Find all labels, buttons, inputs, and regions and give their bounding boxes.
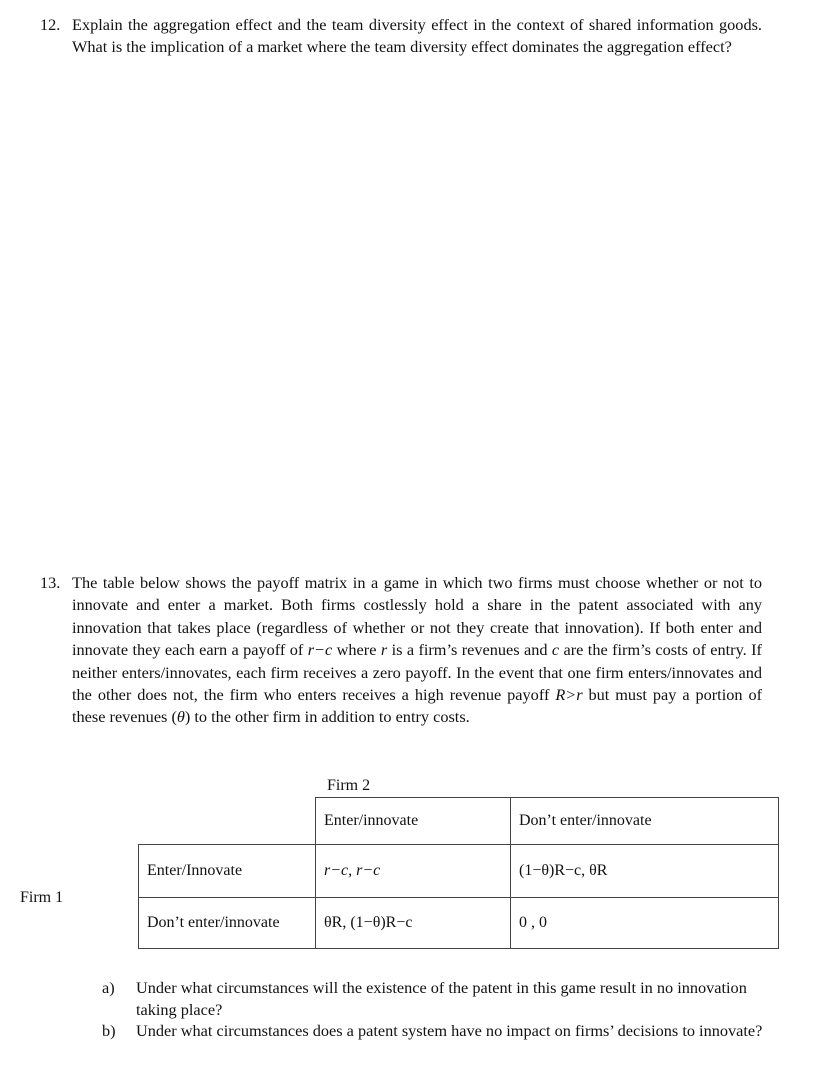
col-header: Don’t enter/innovate [511,798,779,845]
firm1-label: Firm 1 [20,889,64,906]
math-expression: r−c [307,640,333,660]
question-12 [40,14,762,59]
question-text: The table below shows the payoff matrix in a game in which two firms must choose whether or not to innovate and enter a market. Both firms costlessly hold a share in the patent associated with any innovation that takes place (regardless of whether or not they create that innovation). If both enter and innovate they each earn a payoff of r−c where r is a firm’s revenues and c are the firm’s costs of entry. If neither enters/innovates, each firm receives a zero payoff. In the event that one firm enters/innovates and the other does not, the firm who enters receives a high revenue payoff R>r but must pay a portion of these revenues (θ) to the other firm in addition to entry costs. [72,573,763,727]
math-variable: r [380,640,388,660]
firm2-label: Firm 2 [327,777,371,794]
table-row [139,898,779,949]
payoff-cell: θR, (1−θ)R−c [316,898,511,949]
subquestion-text: Under what circumstances does a patent system have no impact on firms’ decisions to innovate? [136,1021,763,1040]
payoff-cell: 0 , 0 [511,898,779,949]
math-variable: c [551,640,560,660]
payoff-cell: r−c, r−c [316,845,511,898]
math-variable: θ [176,707,185,727]
row-header: Don’t enter/innovate [139,898,316,949]
question-number: 12. [40,15,61,34]
question-number: 13. [40,573,61,592]
subquestion-text: Under what circumstances will the existence of the patent in this game result in no innovation taking place? [136,978,747,1019]
payoff-cell: (1−θ)R−c, θR [511,845,779,898]
subquestion-label: a) [102,978,115,997]
table-cell [139,798,316,845]
subquestion-a [102,977,764,1021]
payoff-matrix [138,797,779,949]
subquestion-label: b) [102,1021,116,1040]
question-13 [40,572,762,729]
subquestion-b [102,1020,764,1042]
table-row [139,798,779,845]
table-row [139,845,779,898]
col-header: Enter/innovate [316,798,511,845]
row-header: Enter/Innovate [139,845,316,898]
question-text: Explain the aggregation effect and the team diversity effect in the context of shared information goods. What is the implication of a market where the team diversity effect dominates the aggregation effect? [72,15,762,57]
math-expression: R>r [555,685,583,705]
